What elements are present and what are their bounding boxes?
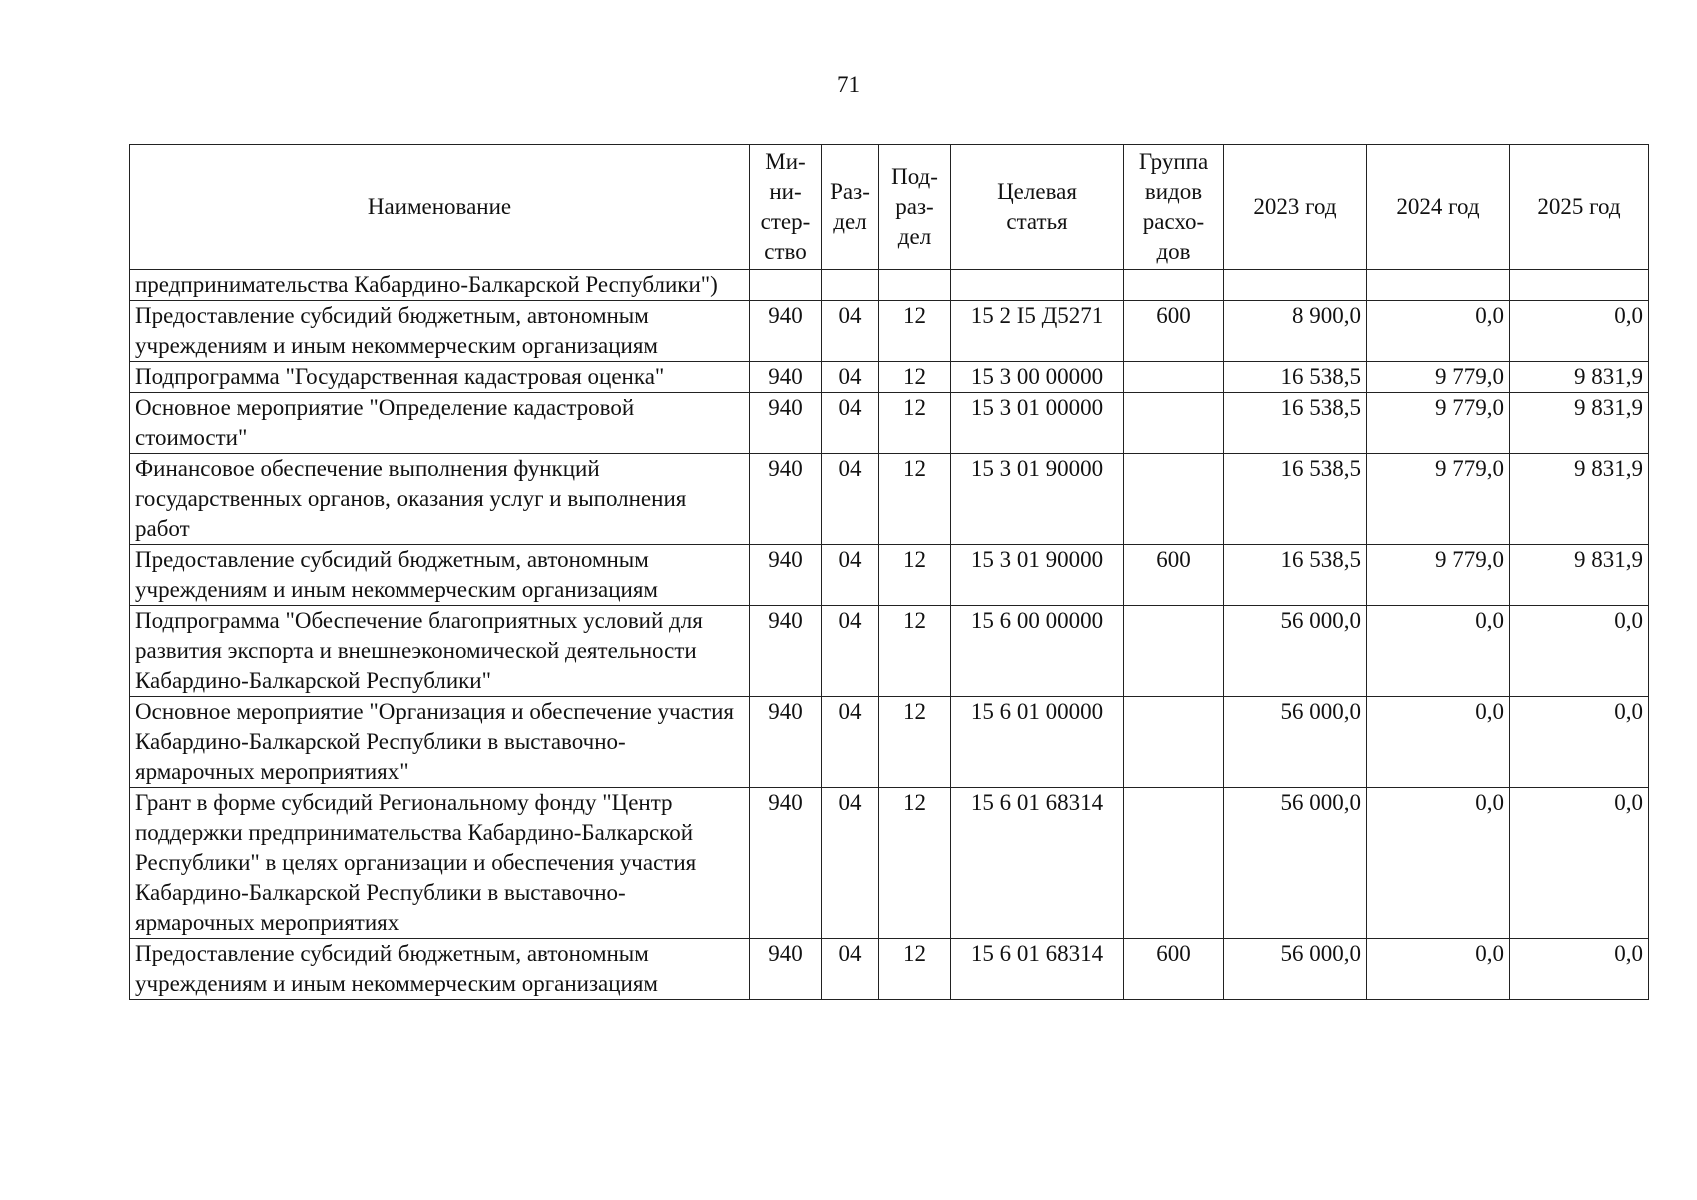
header-target <box>951 145 1124 270</box>
cell-group: 600 <box>1124 301 1224 362</box>
cell-ministry <box>750 270 822 301</box>
header-target-line: статья <box>1006 209 1068 234</box>
cell-target: 15 3 00 00000 <box>951 362 1124 393</box>
cell-ministry: 940 <box>750 939 822 1000</box>
cell-ministry: 940 <box>750 697 822 788</box>
cell-2024 <box>1367 270 1510 301</box>
cell-2024: 0,0 <box>1367 788 1510 939</box>
table-row <box>130 270 1649 301</box>
budget-table <box>129 144 1649 1000</box>
header-section-line: Раз- <box>830 179 870 204</box>
header-group-line: Группа <box>1138 149 1209 174</box>
header-subsection <box>879 145 951 270</box>
header-ministry <box>750 145 822 270</box>
cell-subsection <box>879 270 951 301</box>
cell-group <box>1124 606 1224 697</box>
cell-2023: 16 538,5 <box>1224 362 1367 393</box>
header-subsection-line: дел <box>897 224 932 249</box>
table-row <box>130 454 1649 545</box>
header-subsection-line: Под- <box>891 164 938 189</box>
cell-section: 04 <box>822 362 879 393</box>
header-group <box>1124 145 1224 270</box>
header-2025: 2025 год <box>1510 145 1649 270</box>
page-number: 71 <box>837 72 860 97</box>
cell-subsection: 12 <box>879 788 951 939</box>
cell-target: 15 3 01 90000 <box>951 545 1124 606</box>
cell-target: 15 3 01 00000 <box>951 393 1124 454</box>
cell-2023: 16 538,5 <box>1224 545 1367 606</box>
cell-2024: 0,0 <box>1367 606 1510 697</box>
table-row <box>130 788 1649 939</box>
cell-target: 15 2 I5 Д5271 <box>951 301 1124 362</box>
cell-group: 600 <box>1124 545 1224 606</box>
cell-subsection: 12 <box>879 545 951 606</box>
cell-section: 04 <box>822 545 879 606</box>
cell-target: 15 6 01 68314 <box>951 788 1124 939</box>
cell-2024: 9 779,0 <box>1367 454 1510 545</box>
header-ministry-line: Ми- <box>765 149 806 174</box>
cell-target: 15 3 01 90000 <box>951 454 1124 545</box>
cell-subsection: 12 <box>879 606 951 697</box>
cell-group: 600 <box>1124 939 1224 1000</box>
header-section-line: дел <box>833 209 867 234</box>
cell-ministry: 940 <box>750 788 822 939</box>
cell-ministry: 940 <box>750 362 822 393</box>
table-row <box>130 697 1649 788</box>
header-section <box>822 145 879 270</box>
cell-group <box>1124 788 1224 939</box>
cell-section: 04 <box>822 697 879 788</box>
cell-group <box>1124 454 1224 545</box>
cell-2025: 0,0 <box>1510 606 1649 697</box>
cell-2023: 56 000,0 <box>1224 697 1367 788</box>
cell-section: 04 <box>822 606 879 697</box>
cell-target <box>951 270 1124 301</box>
cell-2023: 56 000,0 <box>1224 788 1367 939</box>
table-row <box>130 393 1649 454</box>
cell-name: Основное мероприятие "Организация и обеспечение участия Кабардино-Балкарской Республики в выставочно-ярмарочных мероприятиях" <box>130 697 750 788</box>
cell-2025: 9 831,9 <box>1510 454 1649 545</box>
cell-2024: 9 779,0 <box>1367 393 1510 454</box>
cell-target: 15 6 01 68314 <box>951 939 1124 1000</box>
cell-name: Предоставление субсидий бюджетным, автономным учреждениям и иным некоммерческим организациям <box>130 301 750 362</box>
cell-group <box>1124 270 1224 301</box>
cell-2023: 56 000,0 <box>1224 939 1367 1000</box>
cell-2025: 0,0 <box>1510 939 1649 1000</box>
cell-2025: 9 831,9 <box>1510 362 1649 393</box>
cell-subsection: 12 <box>879 697 951 788</box>
cell-name: Финансовое обеспечение выполнения функций государственных органов, оказания услуг и выполнения работ <box>130 454 750 545</box>
cell-name: Подпрограмма "Обеспечение благоприятных условий для развития экспорта и внешнеэкономической деятельности Кабардино-Балкарской Республики" <box>130 606 750 697</box>
header-group-line: расхо- <box>1142 209 1205 234</box>
cell-subsection: 12 <box>879 454 951 545</box>
table-row <box>130 545 1649 606</box>
cell-group <box>1124 697 1224 788</box>
cell-section <box>822 270 879 301</box>
cell-2025: 9 831,9 <box>1510 393 1649 454</box>
cell-2025: 0,0 <box>1510 788 1649 939</box>
cell-name: Предоставление субсидий бюджетным, автономным учреждениям и иным некоммерческим организациям <box>130 545 750 606</box>
cell-section: 04 <box>822 454 879 545</box>
cell-group <box>1124 393 1224 454</box>
cell-2025 <box>1510 270 1649 301</box>
cell-ministry: 940 <box>750 393 822 454</box>
header-subsection-line: раз- <box>895 194 934 219</box>
cell-name: Предоставление субсидий бюджетным, автономным учреждениям и иным некоммерческим организациям <box>130 939 750 1000</box>
header-ministry-line: ни- <box>769 179 802 204</box>
cell-name: Подпрограмма "Государственная кадастровая оценка" <box>130 362 750 393</box>
cell-2025: 0,0 <box>1510 301 1649 362</box>
header-group-line: дов <box>1156 239 1191 264</box>
cell-section: 04 <box>822 939 879 1000</box>
header-ministry-line: ство <box>764 239 807 264</box>
cell-ministry: 940 <box>750 545 822 606</box>
cell-subsection: 12 <box>879 393 951 454</box>
cell-2023: 8 900,0 <box>1224 301 1367 362</box>
header-name: Наименование <box>130 145 750 270</box>
cell-section: 04 <box>822 301 879 362</box>
cell-ministry: 940 <box>750 606 822 697</box>
cell-2023 <box>1224 270 1367 301</box>
table-row <box>130 606 1649 697</box>
cell-subsection: 12 <box>879 301 951 362</box>
cell-2024: 0,0 <box>1367 301 1510 362</box>
cell-2023: 16 538,5 <box>1224 454 1367 545</box>
cell-ministry: 940 <box>750 301 822 362</box>
cell-2023: 56 000,0 <box>1224 606 1367 697</box>
cell-2025: 9 831,9 <box>1510 545 1649 606</box>
cell-2023: 16 538,5 <box>1224 393 1367 454</box>
cell-section: 04 <box>822 788 879 939</box>
cell-target: 15 6 01 00000 <box>951 697 1124 788</box>
header-group-line: видов <box>1144 179 1203 204</box>
table-row <box>130 362 1649 393</box>
cell-2025: 0,0 <box>1510 697 1649 788</box>
cell-subsection: 12 <box>879 939 951 1000</box>
cell-2024: 9 779,0 <box>1367 362 1510 393</box>
table-row <box>130 939 1649 1000</box>
cell-2024: 0,0 <box>1367 697 1510 788</box>
table-row <box>130 301 1649 362</box>
cell-2024: 9 779,0 <box>1367 545 1510 606</box>
cell-ministry: 940 <box>750 454 822 545</box>
cell-group <box>1124 362 1224 393</box>
cell-section: 04 <box>822 393 879 454</box>
header-2024: 2024 год <box>1367 145 1510 270</box>
cell-target: 15 6 00 00000 <box>951 606 1124 697</box>
header-2023: 2023 год <box>1224 145 1367 270</box>
cell-name: Грант в форме субсидий Региональному фонду "Центр поддержки предпринимательства Кабардино-Балкарской Республики" в целях организации и обеспечения участия Кабардино-Балкарской Республики в выставочно-ярмарочных мероприятиях <box>130 788 750 939</box>
header-target-line: Целевая <box>997 179 1077 204</box>
cell-subsection: 12 <box>879 362 951 393</box>
header-ministry-line: стер- <box>760 209 811 234</box>
cell-name: Основное мероприятие "Определение кадастровой стоимости" <box>130 393 750 454</box>
table-header-row <box>130 145 1649 270</box>
cell-2024: 0,0 <box>1367 939 1510 1000</box>
cell-name: предпринимательства Кабардино-Балкарской Республики") <box>130 270 750 301</box>
